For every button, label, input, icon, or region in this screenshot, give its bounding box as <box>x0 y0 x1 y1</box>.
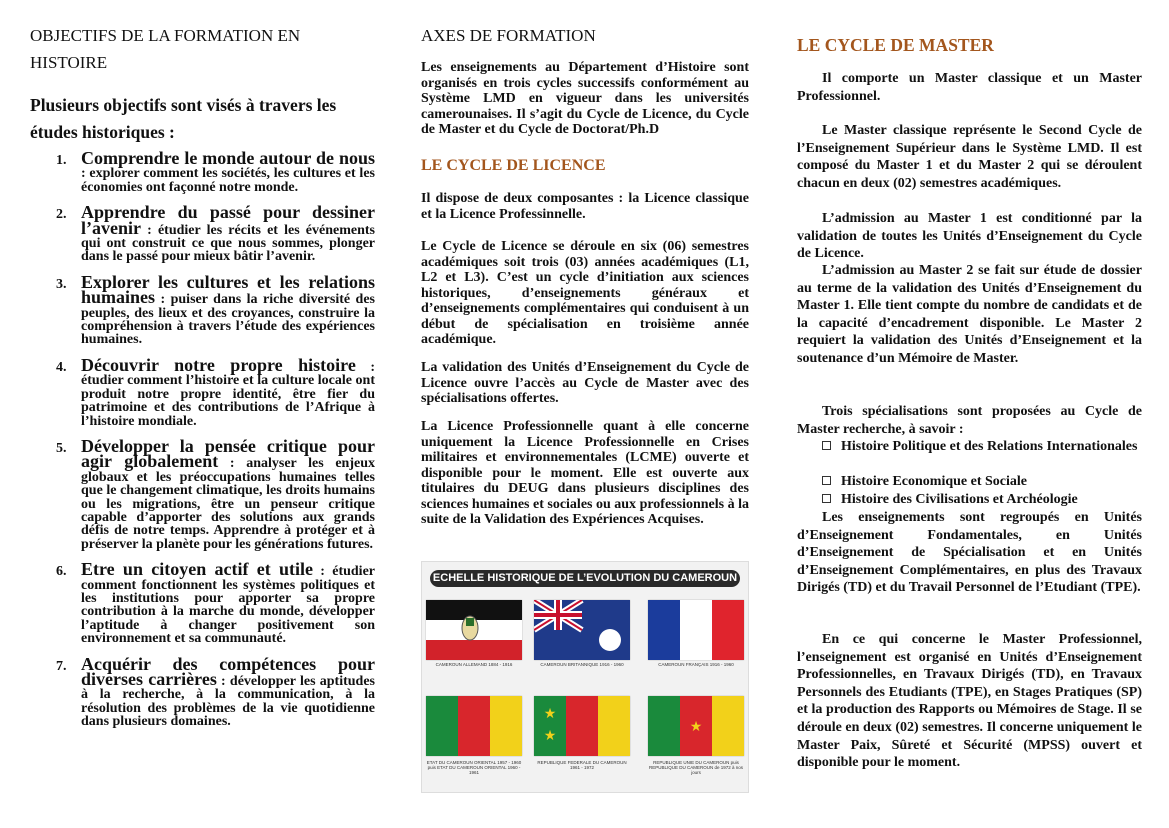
checkbox-icon <box>822 494 831 503</box>
master2-admission-paragraph: L’admission au Master 2 se fait sur étude de dossier au terme de la validation des Unités d’Enseignement du Master 1. Elle tient compte du nombre de candidats et de la capacité d’encadrement disponible. Le Master 2 requiert la validation des Unités d’Enseignement et la soutenance d’un Mémoire de Master. <box>797 263 1142 366</box>
svg-text:★: ★ <box>543 729 557 744</box>
svg-text:★: ★ <box>543 707 557 722</box>
objective-item <box>30 202 375 265</box>
specialization-item: Histoire des Civilisations et Archéologie <box>822 491 1142 509</box>
axes-intro-paragraph: Les enseignements au Département d’Histoire sont organisés en trois cycles successifs conformément au Système LMD en vigueur dans les universités camerounaises. Il s’agit du Cycle de Licence, du Cycle de Master et du Cycle de Doctorat/Ph.D <box>421 60 749 137</box>
current-cameroon-flag <box>648 696 744 756</box>
objective-item <box>30 559 375 647</box>
objective-text: : étudier comment l’histoire et la culture locale ont produit notre propre identité, être fier du patrimoine et des contributions de l’Afrique à l’histoire mondiale. <box>81 359 375 429</box>
eastern-cameroon-flag <box>426 696 522 756</box>
objective-number: 5. <box>56 440 67 456</box>
objective-heading: Comprendre le monde autour de nous <box>81 148 375 168</box>
poster-banner: ECHELLE HISTORIQUE DE L’EVOLUTION DU CAMEROUN <box>430 570 740 587</box>
objective-text: : développer les aptitudes à la recherche, à la communication, à la résolution des problèmes de la vie quotidienne dans plusieurs domaines. <box>81 674 375 730</box>
master-pro-paragraph: En ce qui concerne le Master Professionnel, l’enseignement est organisé en Unités d’Enseignement Professionnelles, en Travaux Dirigés (TD), en Travaux Personnels des Etudiants (TPE), en Stages Pratiques (SP) et la production des Rapports ou Mémoires de Stage. Il se déroule en deux (02) semestres. Il concerne uniquement le Master Paix, Sûreté et Sécurité (MPSS) ouvert et disponible pour le moment. <box>797 632 1142 771</box>
licence-pro-paragraph: La Licence Professionnelle quant à elle concerne uniquement la Licence Professionnelle en Crises militaires et environnementales (LCME) ouverte et disponible pour le moment. Elle est ouverte aux titulaires du DEUG dans plusieurs disciplines des sciences humaines et sociales ou aux professionnels à la suite de la Validation des Expériences Acquises. <box>421 419 749 527</box>
checkbox-icon <box>822 441 831 450</box>
objective-text: : explorer comment les sociétés, les cultures et les économies ont façonné notre monde. <box>81 166 375 195</box>
french-cameroon-flag <box>648 600 744 660</box>
objective-text: : puiser dans la riche diversité des peuples, des lieux et des croyances, construire la compréhension à travers l’étude des expériences humaines. <box>81 292 375 348</box>
poster-caption: CAMEROUN BRITANNIQUE 1916 - 1960 <box>540 662 624 667</box>
objectives-intro: Plusieurs objectifs sont visés à travers les études historiques : <box>30 95 337 142</box>
objective-heading: Développer la pensée critique pour agir globalement <box>81 435 375 472</box>
master-cycle-title: LE CYCLE DE MASTER <box>797 35 994 55</box>
objective-number: 3. <box>56 276 67 292</box>
objective-item <box>30 271 375 348</box>
cameroon-flags-poster <box>421 561 749 793</box>
licence-duration-paragraph: Le Cycle de Licence se déroule en six (06) semestres académiques soit trois (03) années académiques (L1, L2 et L3). C’est un cycle d’initiation aux sciences historiques, d’enseignements généraux et d’enseignements complémentaires qui conduisent à un début de spécialisation en troisième année académique. <box>421 239 749 347</box>
svg-text:★: ★ <box>689 720 703 735</box>
licence-components-paragraph: Il dispose de deux composantes : la Licence classique et la Licence Professinnelle. <box>421 191 749 222</box>
german-cameroon-flag <box>426 600 522 660</box>
axes-title: AXES DE FORMATION <box>421 26 596 45</box>
objective-number: 2. <box>56 207 67 223</box>
objective-item <box>30 148 375 195</box>
poster-caption: REPUBLIQUE FEDERALE DU CAMEROUN 1961 - 1972 <box>537 760 627 770</box>
objective-number: 7. <box>56 658 67 674</box>
british-cameroon-flag <box>534 600 630 660</box>
objective-text: : analyser les enjeux globaux et les préoccupations humaines telles que le changement climatique, les droits humains ou les migrations, être un penseur critique capable d’apporter des solutions aux grands défis de notre temps. Apprendre à protéger et à préserver la planète pour les générations futures. <box>81 456 375 552</box>
poster-caption: CAMEROUN FRANÇAIS 1916 - 1960 <box>658 662 734 667</box>
specializations-intro: Trois spécialisations sont proposées au Cycle de Master recherche, à savoir : <box>797 404 1142 437</box>
licence-validation-paragraph: La validation des Unités d’Enseignement du Cycle de Licence ouvre l’accès au Cycle de Master avec des spécialisations offertes. <box>421 360 749 406</box>
specialization-item: Histoire Economique et Sociale <box>822 473 1142 491</box>
objective-heading: Explorer les cultures et les relations humaines <box>81 271 375 308</box>
objective-heading: Apprendre du passé pour dessiner l’avenir <box>81 202 375 238</box>
checkbox-icon <box>822 476 831 485</box>
teaching-units-paragraph: Les enseignements sont regroupés en Unités d’Enseignement Fondamentales, en Unités d’Enseignement de Spécialisation et en Unités d’Enseignement Complémentaires, en plus des Travaux Dirigés (TD) et du Travail Personnel de l’Etudiant (TPE). <box>797 510 1142 596</box>
objective-text: : étudier comment fonctionnent les systèmes politiques et les institutions pour apporter sa propre contribution à la marche du monde, développer l’aptitude à changer positivement son environnement et sa communauté. <box>81 564 375 647</box>
objectives-list <box>30 148 375 741</box>
objective-number: 1. <box>56 153 67 168</box>
objective-heading: Acquérir des compétences pour diverses carrières <box>81 653 375 689</box>
specialization-item: Histoire Politique et des Relations Internationales <box>822 438 1142 456</box>
objective-heading: Découvrir notre propre histoire <box>81 354 356 375</box>
objective-item <box>30 354 375 429</box>
licence-cycle-heading: LE CYCLE DE LICENCE <box>421 157 606 174</box>
objectives-title: OBJECTIFS DE LA FORMATION EN HISTOIRE <box>30 26 301 72</box>
poster-caption: ETAT DU CAMEROUN ORIENTAL 1957 - 1960 puis ETAT DU CAMEROUN ORIENTAL 1960 - 1961 <box>426 760 522 775</box>
objective-text: : étudier les récits et les événements qui ont construit ce que nous sommes, plonger dans le passé pour mieux bâtir l’avenir. <box>81 222 375 265</box>
master1-admission-paragraph: L’admission au Master 1 est conditionné par la validation de toutes les Unités d’Enseignement du Cycle de Licence. <box>797 211 1142 262</box>
objective-heading: Etre un citoyen actif et utile <box>81 559 314 580</box>
objective-number: 4. <box>56 359 67 375</box>
master-intro-paragraph: Il comporte un Master classique et un Master Professionnel. <box>797 71 1142 104</box>
master-classic-paragraph: Le Master classique représente le Second Cycle de l’Enseignement Supérieur dans le Système LMD. Il est composé du Master 1 et du Master 2 qui se déroulent chacun en deux (02) semestres académiques. <box>797 123 1142 191</box>
federal-cameroon-flag <box>534 696 630 756</box>
poster-caption: CAMEROUN ALLEMAND 1884 - 1916 <box>435 662 513 667</box>
objective-item <box>30 653 375 730</box>
objective-item <box>30 435 375 552</box>
objective-number: 6. <box>56 564 67 580</box>
poster-caption: REPUBLIQUE UNIE DU CAMEROUN puis REPUBLIQUE DU CAMEROUN de 1972 à nos jours <box>648 760 744 775</box>
